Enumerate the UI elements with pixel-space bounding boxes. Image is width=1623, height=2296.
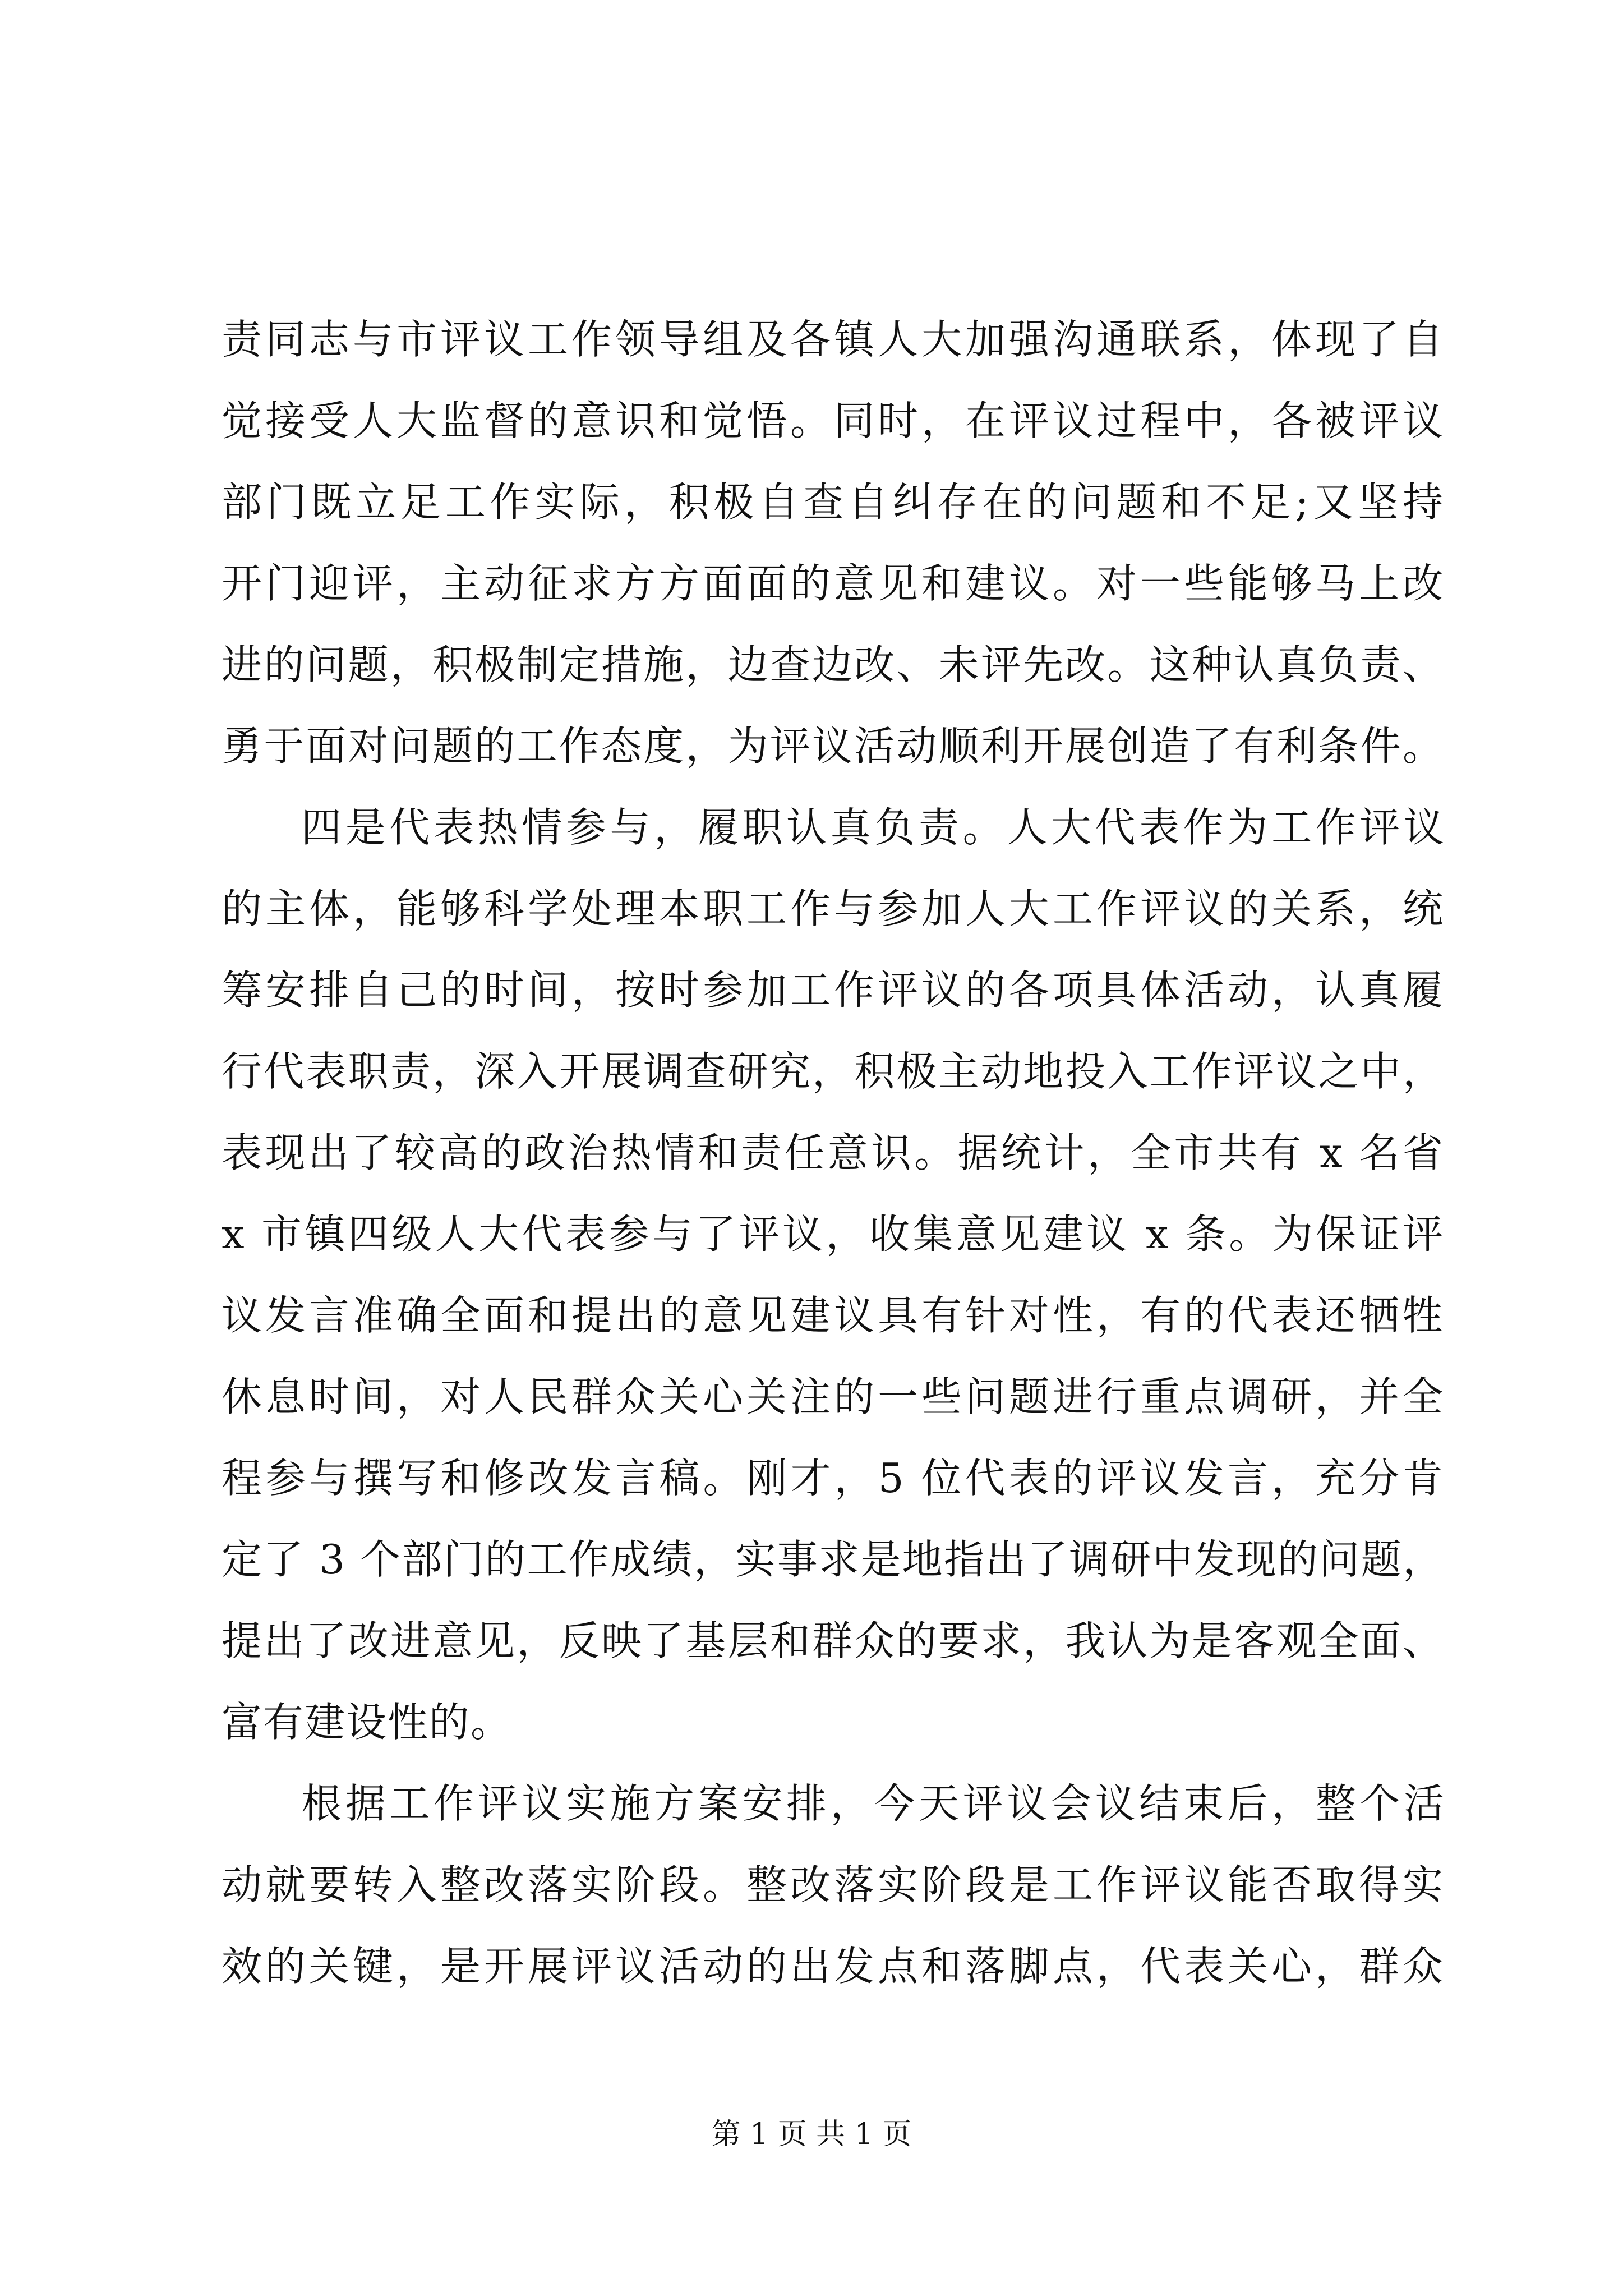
text-line: 开门迎评，主动征求方方面面的意见和建议。对一些能够马上改 xyxy=(222,560,1444,607)
text-line: 的主体，能够科学处理本职工作与参加人大工作评议的关系，统 xyxy=(222,885,1444,932)
text-line: 动就要转入整改落实阶段。整改落实阶段是工作评议能否取得实 xyxy=(222,1861,1444,1908)
paragraph-end-line: 富有建设性的。 xyxy=(222,1699,513,1746)
text-line: 提出了改进意见，反映了基层和群众的要求，我认为是客观全面、 xyxy=(222,1617,1444,1664)
text-line: 议发言准确全面和提出的意见建议具有针对性，有的代表还牺牲 xyxy=(222,1292,1444,1339)
text-line: 觉接受人大监督的意识和觉悟。同时，在评议过程中，各被评议 xyxy=(222,397,1444,444)
paragraph-start-line: 根据工作评议实施方案安排，今天评议会议结束后，整个活 xyxy=(301,1780,1445,1827)
text-line: 责同志与市评议工作领导组及各镇人大加强沟通联系，体现了自 xyxy=(222,316,1444,363)
text-line: 定了 3 个部门的工作成绩，实事求是地指出了调研中发现的问题， xyxy=(222,1536,1444,1583)
text-line: 休息时间，对人民群众关心关注的一些问题进行重点调研，并全 xyxy=(222,1373,1444,1420)
page-footer: 第 1 页 共 1 页 xyxy=(711,2118,912,2151)
text-line: 部门既立足工作实际，积极自查自纠存在的问题和不足;又坚持 xyxy=(222,478,1444,526)
text-line: 进的问题，积极制定措施，边查边改、未评先改。这种认真负责、 xyxy=(222,641,1444,688)
text-line: x 市镇四级人大代表参与了评议，收集意见建议 x 条。为保证评 xyxy=(222,1211,1444,1258)
text-line: 勇于面对问题的工作态度，为评议活动顺利开展创造了有利条件。 xyxy=(222,723,1444,770)
paragraph-start-line: 四是代表热情参与，履职认真负责。人大代表作为工作评议 xyxy=(301,804,1445,851)
text-line: 行代表职责，深入开展调查研究，积极主动地投入工作评议之中， xyxy=(222,1048,1444,1095)
text-line: 表现出了较高的政治热情和责任意识。据统计，全市共有 x 名省 xyxy=(222,1129,1444,1176)
text-line: 筹安排自己的时间，按时参加工作评议的各项具体活动，认真履 xyxy=(222,967,1444,1014)
text-line: 效的关键，是开展评议活动的出发点和落脚点，代表关心，群众 xyxy=(222,1943,1444,1990)
text-line: 程参与撰写和修改发言稿。刚才，5 位代表的评议发言，充分肯 xyxy=(222,1455,1444,1502)
